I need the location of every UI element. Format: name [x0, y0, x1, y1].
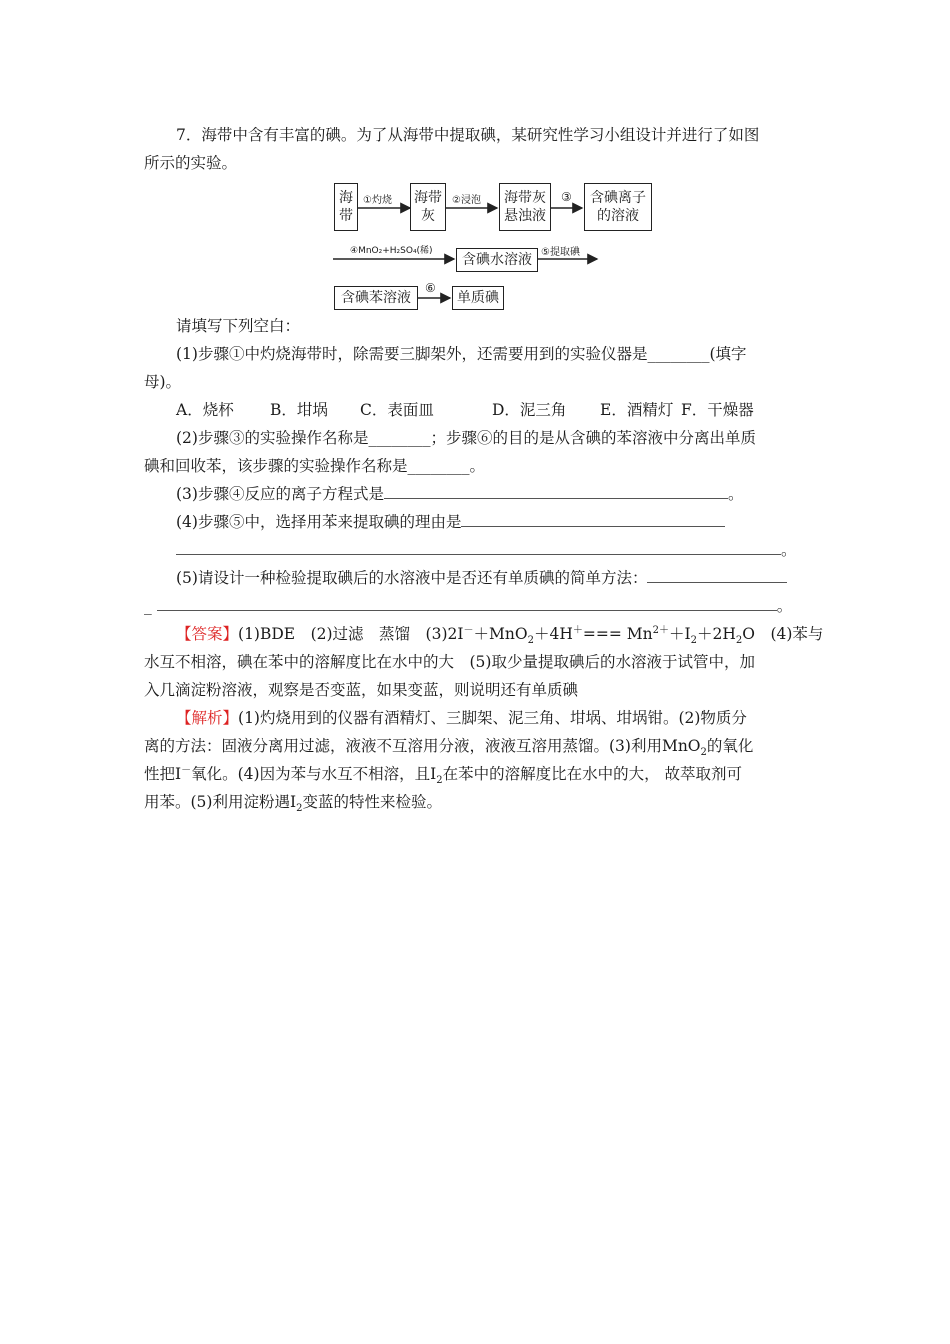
box-dianben: 含碘苯溶液: [334, 286, 418, 310]
arrow-label-3: ③: [561, 190, 572, 204]
box-xuanzhuoye: 海带灰 悬浊液: [499, 183, 551, 231]
analysis-tag: 【解析】: [176, 709, 239, 727]
question-line-1: 海带中含有丰富的碘。为了从海带中提取碘，某研究性学习小组设计并进行了如图: [201, 126, 760, 144]
q2-cont: [144, 452, 808, 480]
box-haidai: 海 带: [334, 183, 358, 231]
option-c: C．表面皿: [360, 401, 434, 419]
option-a: A．烧杯: [176, 401, 234, 419]
answer-tag: 【答案】: [176, 625, 239, 643]
box-diandian-lizi: 含碘离子 的溶液: [584, 183, 652, 231]
q4-cont: 。: [176, 536, 816, 564]
analysis: [144, 704, 840, 732]
answer-line-3: 入几滴淀粉溶液，观察是否变蓝，如果变蓝，则说明还有单质碘: [144, 681, 579, 699]
q4-answer-blank-2[interactable]: [176, 540, 781, 555]
analysis-cont: 离的方法：固液分离用过滤，液液不互溶用分液，液液互溶用蒸馏。(3)利用MnO$_2$的氧化 性把I－氧化。(4)因为苯与水互不相溶，且$I_2$在苯中的溶解度比在水中的大， 故萃取剂可 用苯。(5)利用淀粉遇$I_2$变蓝的特性来检验。: [144, 737, 754, 815]
question-stem-cont: [144, 149, 808, 177]
q1-line-2: 母)。: [144, 373, 182, 391]
box-danzhidian: 单质碘: [452, 286, 504, 310]
option-e: E．酒精灯: [600, 401, 674, 419]
option-b: B．坩埚: [270, 401, 328, 419]
q2-line-2: 碘和回收苯，该步骤的实验操作名称是________。: [144, 457, 486, 475]
answer: 【答案】(1)BDE (2)过滤 蒸馏 $(3)2I^-+MnO_2+4H^+=== Mn^{2+}+I_2+2H_2O$ (4)苯与: [176, 624, 824, 647]
answer-cont: [144, 648, 808, 704]
question-number: 7．: [176, 126, 202, 144]
q5-cont: _ 。: [144, 597, 793, 615]
q5-answer-blank-1[interactable]: [647, 568, 787, 583]
q2: [144, 424, 840, 452]
q3: (3)步骤④反应的离子方程式是 。: [176, 485, 744, 503]
box-dianshui: 含碘水溶液: [456, 248, 538, 272]
arrow-label-2: ②浸泡: [452, 195, 481, 206]
q5: [144, 564, 840, 592]
question-line-2: 所示的实验。: [144, 154, 238, 172]
q1-cont: [144, 368, 808, 396]
option-f: F．干燥器: [681, 401, 754, 419]
arrow-label-1: ①灼烧: [363, 195, 392, 206]
arrow-label-5: ⑤提取碘: [541, 247, 580, 258]
q1: [144, 340, 840, 368]
answer-line-2: 水互不相溶，碘在苯中的溶解度比在水中的大 (5)取少量提取碘后的水溶液于试管中，加: [144, 653, 755, 671]
q4-answer-blank-1[interactable]: [461, 512, 725, 527]
q2-line-1: (2)步骤③的实验操作名称是________；步骤⑥的目的是从含碘的苯溶液中分离出单质: [176, 429, 756, 447]
fill-prompt: 请填写下列空白：: [176, 317, 301, 335]
q1-line-1: (1)步骤①中灼烧海带时，除需要三脚架外，还需要用到的实验仪器是________(填字: [176, 345, 747, 363]
q5-text: (5)请设计一种检验提取碘后的水溶液中是否还有单质碘的简单方法：: [176, 569, 648, 587]
question-stem: [144, 121, 840, 149]
q4: [144, 508, 840, 536]
box-haidai-hui: 海带 灰: [410, 183, 446, 231]
q4-text: (4)步骤⑤中，选择用苯来提取碘的理由是: [176, 513, 462, 531]
q3-answer-blank[interactable]: [384, 484, 728, 499]
analysis-line-1: (1)灼烧用到的仪器有酒精灯、三脚架、泥三角、坩埚、坩埚钳。(2)物质分: [238, 709, 747, 727]
option-d: D．泥三角: [492, 401, 567, 419]
arrow-label-4: ④MnO₂+H₂SO₄(稀): [350, 246, 433, 256]
arrow-label-6: ⑥: [425, 281, 436, 295]
q5-answer-blank-2[interactable]: [157, 596, 777, 611]
q3-text: (3)步骤④反应的离子方程式是: [176, 485, 384, 503]
